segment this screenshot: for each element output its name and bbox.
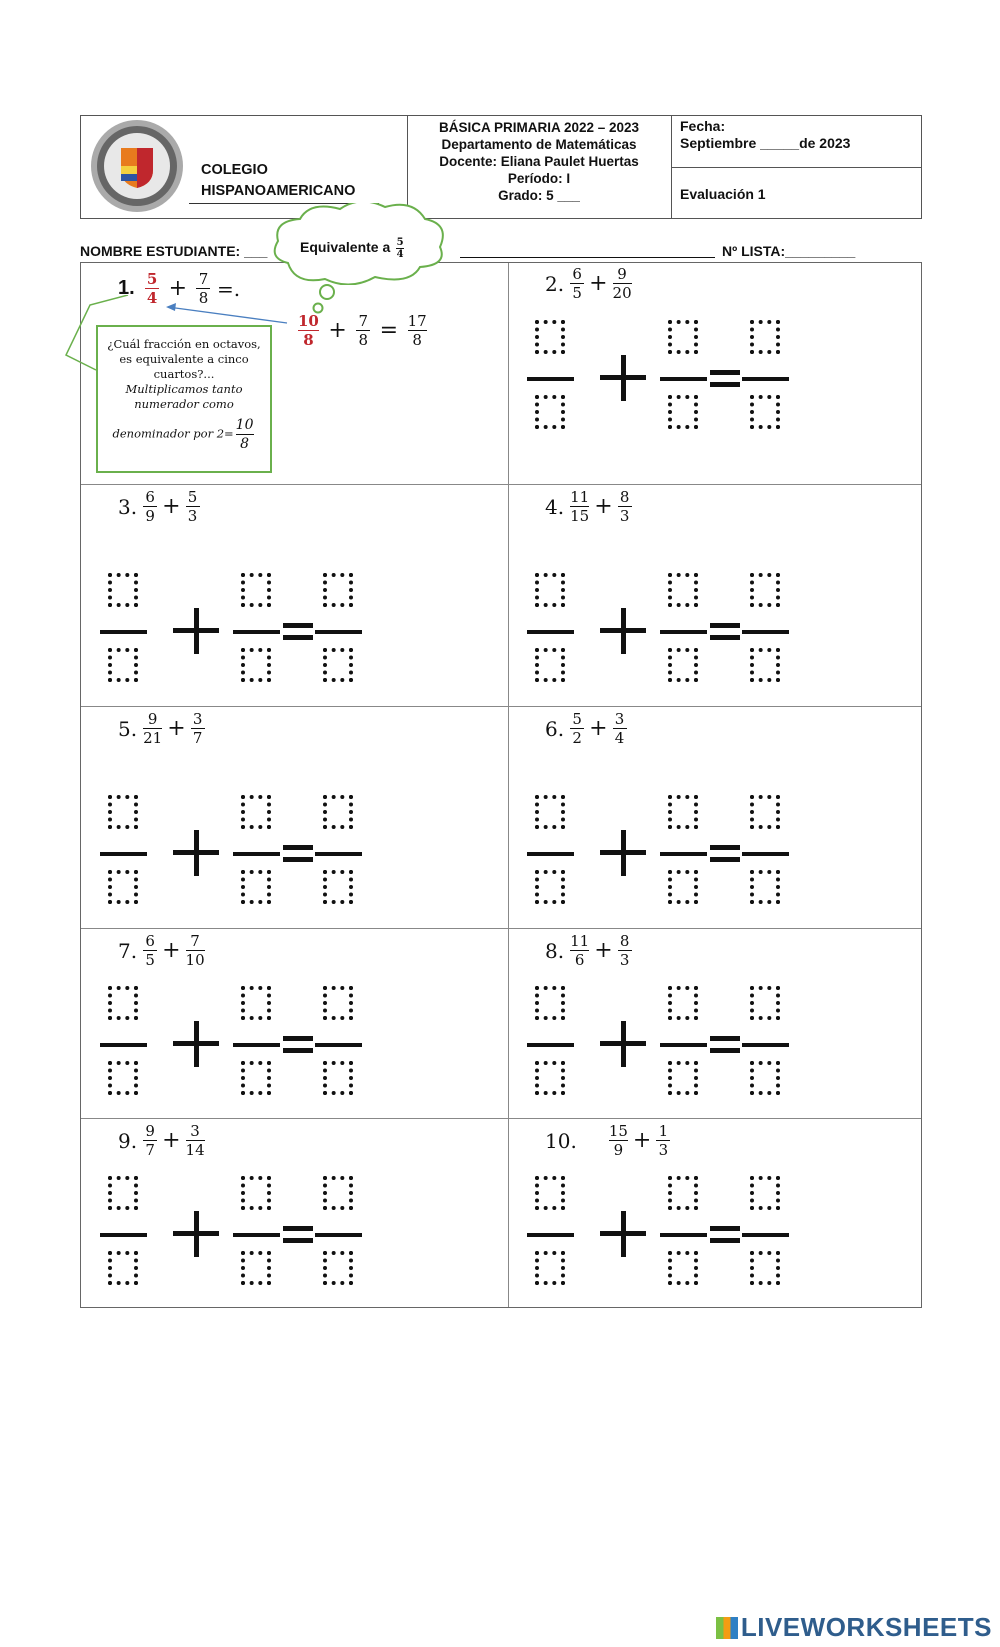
denominator-result-input[interactable] — [750, 395, 780, 429]
plus-icon — [621, 1211, 626, 1257]
liveworksheets-logo-icon — [716, 1617, 738, 1639]
problem-label: 6. — [545, 716, 565, 741]
grid-row-divider — [81, 484, 921, 485]
equals-icon — [710, 1226, 740, 1231]
problem-label: 10. — [545, 1128, 577, 1153]
example-equation: $\frac{10}{8}$ + $\frac{7}{8}$ = $\frac{17}{8}$ — [298, 312, 427, 349]
answer-area — [535, 986, 805, 1108]
fraction-bar — [527, 852, 574, 856]
denominator-result-input[interactable] — [750, 1061, 780, 1095]
denominator-2-input[interactable] — [668, 870, 698, 904]
numerator-2-input[interactable] — [668, 986, 698, 1020]
problem-label: 2. — [545, 271, 565, 296]
equals-icon — [283, 857, 313, 862]
plus-icon — [194, 608, 199, 654]
fraction: $\frac{6}{5}$ — [143, 932, 157, 969]
denominator-1-input[interactable] — [535, 1251, 565, 1285]
fraction-bar — [660, 377, 707, 381]
denominator-2-input[interactable] — [668, 395, 698, 429]
fraction-bar — [742, 630, 789, 634]
problem-label: 1. — [118, 277, 135, 299]
fraction: $\frac{3}{7}$ — [191, 710, 205, 747]
answer-area — [535, 320, 805, 442]
denominator-result-input[interactable] — [750, 1251, 780, 1285]
grid-row-divider — [81, 1118, 921, 1119]
equals-icon — [283, 845, 313, 850]
denominator-2-input[interactable] — [668, 1251, 698, 1285]
school-logo-icon — [89, 118, 185, 214]
fraction-bar — [233, 1233, 280, 1237]
school-name — [201, 160, 355, 202]
info-department: Departamento de Matemáticas — [441, 137, 637, 152]
header-date-cell — [672, 116, 921, 218]
denominator-result-input[interactable] — [323, 870, 353, 904]
equals-icon — [710, 635, 740, 640]
fraction: $\frac{11}{6}$ — [570, 932, 590, 969]
plus-sign: + — [594, 494, 613, 519]
fraction-bar — [527, 630, 574, 634]
numerator-result-input[interactable] — [323, 573, 353, 607]
plus-sign: + — [589, 716, 608, 741]
plus-sign: + — [167, 716, 186, 741]
numerator-result-input[interactable] — [323, 1176, 353, 1210]
fraction: $\frac{3}{4}$ — [613, 710, 627, 747]
problem-statement — [118, 710, 207, 747]
problem-tail: =. — [216, 276, 241, 301]
problem-statement — [545, 265, 634, 302]
fraction: $\frac{8}{3}$ — [618, 932, 632, 969]
denominator-2-input[interactable] — [668, 648, 698, 682]
equals-icon — [283, 1048, 313, 1053]
problem-statement — [118, 488, 202, 525]
numerator-2-input[interactable] — [241, 573, 271, 607]
plus-icon — [194, 1211, 199, 1257]
numerator-1-input[interactable] — [535, 573, 565, 607]
denominator-result-input[interactable] — [750, 648, 780, 682]
plus-sign: + — [589, 271, 608, 296]
info-grade: Grado: 5 ___ — [498, 188, 580, 203]
info-level: BÁSICA PRIMARIA 2022 – 2023 — [438, 120, 640, 135]
fraction-bar — [100, 630, 147, 634]
denominator-1-input[interactable] — [108, 870, 138, 904]
date-value: Septiembre _____de 2023 — [680, 135, 851, 151]
problem-label: 3. — [118, 494, 138, 519]
numerator-2-input[interactable] — [668, 795, 698, 829]
numerator-2-input[interactable] — [668, 1176, 698, 1210]
fraction: $\frac{15}{9}$ — [608, 1122, 628, 1159]
denominator-result-input[interactable] — [323, 648, 353, 682]
school-name-line2: HISPANOAMERICANO — [201, 183, 356, 199]
denominator-1-input[interactable] — [535, 1061, 565, 1095]
denominator-1-input[interactable] — [535, 395, 565, 429]
fraction: $\frac{3}{14}$ — [185, 1122, 205, 1159]
fraction-bar — [742, 1233, 789, 1237]
problem-statement — [545, 1122, 672, 1159]
fraction: $\frac{9}{21}$ — [143, 710, 163, 747]
numerator-result-input[interactable] — [323, 986, 353, 1020]
problem-statement — [545, 932, 634, 969]
fraction: $\frac{6}{9}$ — [143, 488, 157, 525]
numerator-2-input[interactable] — [241, 986, 271, 1020]
numerator-1-input[interactable] — [535, 1176, 565, 1210]
fraction-bar — [315, 1043, 362, 1047]
fraction-bar — [100, 852, 147, 856]
denominator-result-input[interactable] — [750, 870, 780, 904]
fraction-bar — [315, 1233, 362, 1237]
numerator-result-input[interactable] — [323, 795, 353, 829]
equals-icon — [710, 1238, 740, 1243]
equals-icon — [710, 370, 740, 375]
equals-icon — [710, 857, 740, 862]
denominator-2-input[interactable] — [668, 1061, 698, 1095]
numerator-2-input[interactable] — [241, 1176, 271, 1210]
header-table — [80, 115, 922, 219]
problem-label: 5. — [118, 716, 138, 741]
problem-statement — [545, 488, 634, 525]
grid-row-divider — [81, 928, 921, 929]
fraction-bar — [660, 630, 707, 634]
equals-icon — [283, 635, 313, 640]
answer-area — [535, 1176, 805, 1298]
fraction-bar — [660, 1233, 707, 1237]
plus-icon — [621, 1021, 626, 1067]
equals-icon — [283, 1226, 313, 1231]
fraction-bar — [233, 1043, 280, 1047]
date-label: Fecha: — [680, 118, 726, 134]
fraction: $\frac{9}{20}$ — [612, 265, 632, 302]
grid-divider — [508, 263, 509, 1307]
student-name-label: NOMBRE ESTUDIANTE: ___ — [80, 243, 268, 259]
numerator-1-input[interactable] — [535, 986, 565, 1020]
fraction-bar — [660, 1043, 707, 1047]
answer-area — [108, 573, 378, 695]
numerator-2-input[interactable] — [668, 573, 698, 607]
fraction: $\frac{11}{15}$ — [570, 488, 590, 525]
info-period: Período: I — [507, 171, 571, 186]
fraction-bar — [233, 852, 280, 856]
numerator-result-input[interactable] — [750, 573, 780, 607]
equals-icon — [283, 1036, 313, 1041]
fraction-bar — [742, 377, 789, 381]
equals-icon — [283, 1238, 313, 1243]
evaluation-title: Evaluación 1 — [680, 186, 766, 202]
problem-statement — [118, 932, 207, 969]
numerator-1-input[interactable] — [535, 320, 565, 354]
numerator-1-input[interactable] — [108, 1176, 138, 1210]
numerator-2-input[interactable] — [668, 320, 698, 354]
numerator-result-input[interactable] — [750, 986, 780, 1020]
plus-icon — [194, 830, 199, 876]
grid-row-divider — [81, 706, 921, 707]
student-name-line — [460, 257, 715, 258]
fraction-bar — [315, 852, 362, 856]
problem-label: 8. — [545, 938, 565, 963]
fraction-bar — [527, 1043, 574, 1047]
info-teacher: Docente: Eliana Paulet Huertas — [439, 154, 639, 169]
numerator-1-input[interactable] — [108, 795, 138, 829]
fraction-bar — [742, 852, 789, 856]
denominator-2-input[interactable] — [241, 1061, 271, 1095]
school-name-line1: COLEGIO — [201, 162, 268, 178]
fraction: $\frac{5}{2}$ — [570, 710, 584, 747]
plus-sign: + — [632, 1128, 652, 1153]
denominator-2-input[interactable] — [241, 648, 271, 682]
numerator-1-input[interactable] — [108, 573, 138, 607]
plus-sign: + — [162, 494, 181, 519]
numerator-1-input[interactable] — [535, 795, 565, 829]
denominator-1-input[interactable] — [108, 1061, 138, 1095]
denominator-1-input[interactable] — [535, 648, 565, 682]
fraction: $\frac{5}{3}$ — [186, 488, 200, 525]
answer-area — [108, 986, 378, 1108]
fraction-bar — [233, 630, 280, 634]
plus-sign: + — [162, 938, 181, 963]
equals-icon — [710, 1036, 740, 1041]
fraction-bar — [660, 852, 707, 856]
fraction-bar — [527, 377, 574, 381]
fraction-bar — [100, 1043, 147, 1047]
denominator-1-input[interactable] — [108, 1251, 138, 1285]
problem-label: 4. — [545, 494, 565, 519]
plus-icon — [621, 830, 626, 876]
answer-area — [108, 795, 378, 917]
equals-icon — [283, 623, 313, 628]
plus-icon — [621, 608, 626, 654]
answer-area — [535, 573, 805, 695]
denominator-1-input[interactable] — [108, 648, 138, 682]
equals-icon — [710, 623, 740, 628]
numerator-result-input[interactable] — [750, 795, 780, 829]
problem-label: 9. — [118, 1128, 138, 1153]
fraction-bar — [100, 1233, 147, 1237]
denominator-1-input[interactable] — [535, 870, 565, 904]
fraction-bar — [527, 1233, 574, 1237]
cloud-text: Equivalente a $\frac{5}{4}$ — [300, 237, 404, 260]
equals-icon — [710, 382, 740, 387]
equals-icon — [710, 845, 740, 850]
problem-statement — [545, 710, 629, 747]
denominator-result-input[interactable] — [323, 1251, 353, 1285]
fraction-a: $\frac{5}{4}$ — [146, 270, 158, 307]
answer-area — [108, 1176, 378, 1298]
plus-icon — [621, 355, 626, 401]
denominator-2-input[interactable] — [241, 1251, 271, 1285]
numerator-result-input[interactable] — [750, 320, 780, 354]
fraction-bar — [742, 1043, 789, 1047]
footer-brand: LIVEWORKSHEETS — [716, 1612, 992, 1643]
plus-sign: + — [162, 1128, 181, 1153]
numerator-2-input[interactable] — [241, 795, 271, 829]
fraction: $\frac{1}{3}$ — [656, 1122, 670, 1159]
answer-area — [535, 795, 805, 917]
equals-icon — [710, 1048, 740, 1053]
plus-icon — [194, 1021, 199, 1067]
fraction: $\frac{8}{3}$ — [618, 488, 632, 525]
problem-label: 7. — [118, 938, 138, 963]
numerator-1-input[interactable] — [108, 986, 138, 1020]
fraction-bar — [315, 630, 362, 634]
fraction-b: $\frac{7}{8}$ — [196, 270, 210, 307]
fraction: $\frac{7}{10}$ — [185, 932, 205, 969]
list-number-label: Nº LISTA:_________ — [722, 243, 856, 259]
fraction: $\frac{6}{5}$ — [570, 265, 584, 302]
explanation-note: ¿Cuál fracción en octavos, es equivalente a cinco cuartos?... Multiplicamos tanto numerador como denominador por 2= $\frac{10}{8}$ — [96, 325, 272, 473]
example-problem: 1. $\frac{5}{4}$ + $\frac{7}{8}$ =. — [118, 270, 241, 307]
plus-sign: + — [594, 938, 613, 963]
problem-statement — [118, 1122, 207, 1159]
denominator-2-input[interactable] — [241, 870, 271, 904]
fraction: $\frac{9}{7}$ — [143, 1122, 157, 1159]
denominator-result-input[interactable] — [323, 1061, 353, 1095]
numerator-result-input[interactable] — [750, 1176, 780, 1210]
